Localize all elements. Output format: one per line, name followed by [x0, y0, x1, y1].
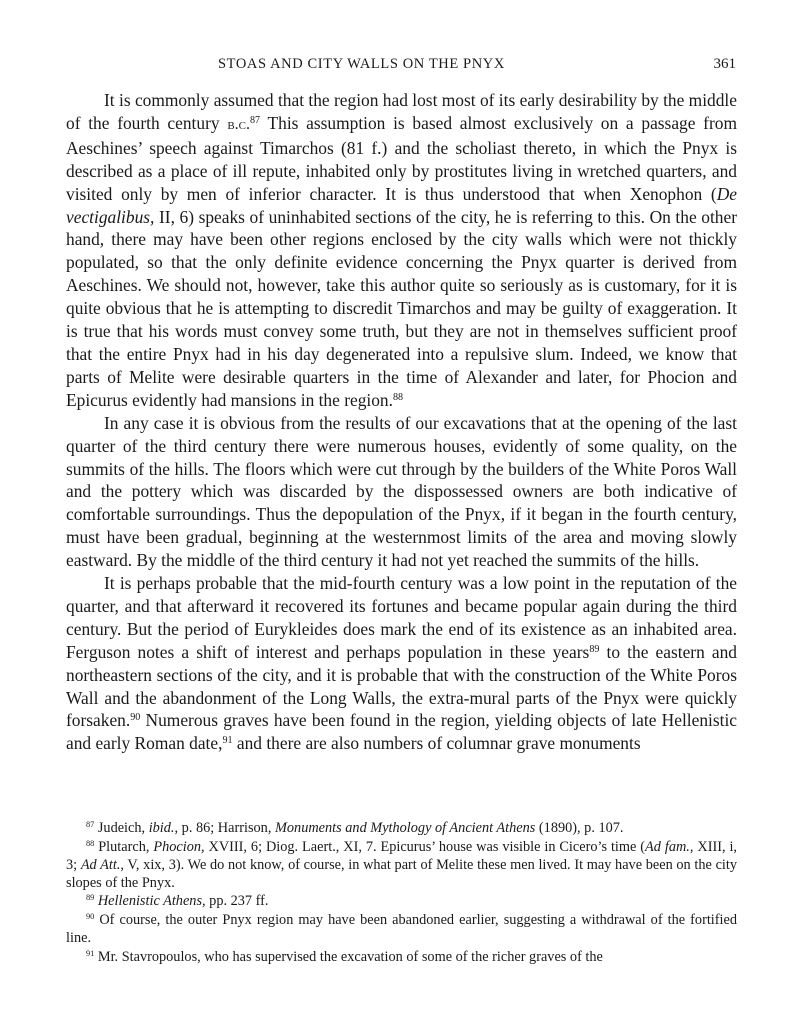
footnotes [66, 819, 737, 966]
footnote-91 [66, 948, 737, 966]
footnote-89 [66, 892, 737, 910]
paragraph-2: In any case it is obvious from the results of our excavations that at the opening of the last quarter of the third century there were numerous houses, evidently of some quality, on the summits of the hills. The floors which were cut through by the builders of the White Poros Wall and the pottery which was discarded by the dispossessed owners are both indicative of comfortable surroundings. Thus the depopulation of the Pnyx, if it began in the fourth century, must have been gradual, beginning at the westernmost limits of the area and moving slowly eastward. By the middle of the third century it had not yet reached the summits of the hills. [66, 412, 737, 571]
footnote-italic: ibid. [148, 820, 175, 836]
footnote-text: (1890), p. 107. [535, 820, 624, 836]
footnote-text: , p. 86; Harrison, [174, 820, 275, 836]
running-title: STOAS AND CITY WALLS ON THE PNYX [218, 56, 505, 72]
footnote-text: , XIII, i, 3; [66, 838, 738, 873]
paragraph-1 [66, 89, 737, 412]
footnote-number: 88 [86, 838, 95, 848]
text-run: Numerous graves have been found in the region, yielding objects of late Hellenistic and early Roman date, [66, 710, 737, 754]
footnote-number: 91 [86, 948, 95, 958]
era-abbreviation: b.c. [227, 115, 250, 133]
footnote-text: , V, xix, 3). We do not know, of course, in what part of Melite these men lived. It may have been on the city slopes of the Pnyx. [66, 856, 738, 891]
footnote-ref-89: 89 [589, 643, 600, 655]
footnote-number: 87 [86, 819, 95, 829]
footnote-italic: Ad fam. [645, 838, 690, 855]
footnote-text: XVIII, 6; Diog. Laert., XI, 7. Epicurus’ house was visible in Cicero’s time ( [204, 838, 646, 855]
footnote-number: 89 [86, 893, 95, 903]
footnote-italic: Monuments and Mythology of Ancient Athens [274, 820, 536, 836]
text-run: II, 6) speaks of uninhabited sections of the city, he is referring to this. On the other hand, there may have been other regions enclosed by the city walls which were not thickly populated, so that the only definite evidence concerning the Pnyx quarter is derived from Aeschines. We should not, however, take this author quite so seriously as is customary, for it is quite obvious that he is attempting to discredit Timarchos and may be guilty of exaggeration. It is true that his words must convey some truth, but they are not in themselves sufficient proof that the entire Pnyx had in his day degenerated into a repulsive slum. Indeed, we know that parts of Melite were desirable quarters in the time of Alexander and later, for Phocion and Epicurus evidently had mansions in the region. [66, 206, 737, 410]
work-title: De vectigalibus, [66, 183, 737, 227]
running-header [66, 56, 736, 78]
footnote-ref-87: 87 [250, 114, 261, 126]
footnote-ref-88: 88 [392, 391, 404, 403]
footnote-ref-91: 91 [222, 735, 233, 747]
footnote-italic: Phocion, [153, 838, 205, 855]
footnote-88 [66, 838, 737, 892]
text-run: It is perhaps probable that the mid-fourth century was a low point in the reputation of the quarter, and that afterward it recovered its fortunes and became popular again during the third century. But the period of Eurykleides does mark the end of its existence as an inhabited area. Ferguson notes a shift of interest and perhaps population in these years [66, 573, 737, 662]
footnote-90 [66, 911, 737, 947]
footnote-text: Of course, the outer Pnyx region may have been abandoned earlier, suggesting a withdrawal of the fortified line. [66, 911, 737, 947]
text-run: This assumption is based almost exclusively on a passage from Aeschines’ speech against Timarchos (81 f.) and the scholiast thereto, in which the Pnyx is described as a place of ill repute, inhabited only by prostitutes living in wretched quarters, and visited only by men of inferior character. It is thus understood that when Xenophon ( [66, 112, 737, 204]
page-number: 361 [713, 56, 736, 72]
text-run: and there are also numbers of columnar grave monuments [232, 733, 641, 754]
paragraph-3 [66, 572, 737, 755]
body-text [66, 89, 737, 755]
footnote-text: Mr. Stavropoulos, who has supervised the excavation of some of the richer graves of the [94, 948, 603, 965]
footnote-87 [66, 819, 737, 837]
footnote-text: pp. 237 ff. [205, 893, 269, 910]
footnote-italic: Hellenistic Athens, [94, 893, 206, 910]
text-run: to the eastern and northeastern sections of the city, and it is probable that with the construction of the White Poros Wall and the abandonment of the Long Walls, the extra-mural parts of the Pnyx were quickly forsaken. [66, 641, 738, 731]
footnote-number: 90 [86, 911, 95, 921]
footnote-text: Plutarch, [94, 838, 154, 855]
footnote-italic: Ad Att. [80, 856, 121, 873]
text-run: It is commonly assumed that the region had lost most of its early desirability by the middle of the fourth century [66, 90, 737, 133]
footnote-text: Judeich, [94, 820, 149, 836]
footnote-ref-90: 90 [130, 712, 141, 724]
